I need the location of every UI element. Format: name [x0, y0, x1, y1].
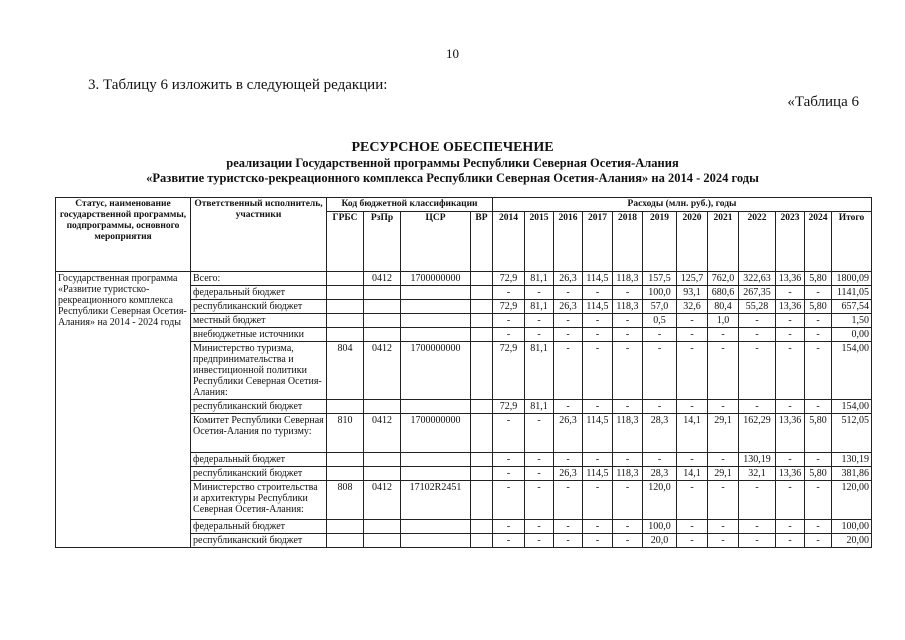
header-status: Статус, наименование государственной программы, подпрограммы, основного мероприятия	[56, 198, 191, 272]
year-value-cell: 14,1	[677, 414, 708, 453]
code-cell-grbs	[327, 286, 364, 300]
executor-cell: федеральный бюджет	[191, 453, 327, 467]
total-cell: 512,05	[832, 414, 872, 453]
code-cell-grbs: 808	[327, 481, 364, 520]
year-value-cell: 29,1	[708, 467, 739, 481]
year-value-cell: -	[493, 534, 525, 548]
year-value-cell: -	[554, 534, 583, 548]
year-value-cell: 13,36	[776, 272, 805, 286]
year-value-cell: -	[525, 286, 554, 300]
year-value-cell: -	[708, 342, 739, 400]
year-value-cell: -	[776, 481, 805, 520]
table-title	[0, 140, 905, 186]
year-value-cell: -	[493, 286, 525, 300]
year-value-cell: -	[613, 453, 643, 467]
executor-cell: республиканский бюджет	[191, 300, 327, 314]
year-value-cell: -	[493, 520, 525, 534]
code-cell-vr	[471, 314, 493, 328]
code-cell-vr	[471, 400, 493, 414]
year-value-cell: 114,5	[583, 414, 613, 453]
year-value-cell: 162,29	[739, 414, 776, 453]
year-value-cell: -	[525, 481, 554, 520]
year-value-cell: 14,1	[677, 467, 708, 481]
year-value-cell: -	[708, 481, 739, 520]
code-cell-rzpr	[364, 534, 401, 548]
year-value-cell: -	[805, 328, 832, 342]
year-value-cell: -	[583, 481, 613, 520]
year-value-cell: -	[776, 342, 805, 400]
year-value-cell: 118,3	[613, 300, 643, 314]
code-cell-csr	[401, 286, 471, 300]
year-value-cell: -	[677, 534, 708, 548]
executor-cell: федеральный бюджет	[191, 286, 327, 300]
year-value-cell: -	[554, 453, 583, 467]
resource-table	[55, 197, 872, 548]
year-value-cell: -	[583, 400, 613, 414]
year-value-cell: -	[583, 314, 613, 328]
table-body	[56, 272, 872, 548]
header-year-0: 2014	[493, 212, 525, 272]
year-value-cell: 1,0	[708, 314, 739, 328]
year-value-cell: 81,1	[525, 300, 554, 314]
code-cell-grbs	[327, 520, 364, 534]
year-value-cell: -	[805, 400, 832, 414]
code-cell-rzpr: 0412	[364, 272, 401, 286]
code-cell-grbs	[327, 467, 364, 481]
year-value-cell: 72,9	[493, 300, 525, 314]
year-value-cell: 5,80	[805, 467, 832, 481]
year-value-cell: 29,1	[708, 414, 739, 453]
year-value-cell: -	[739, 342, 776, 400]
year-value-cell: -	[583, 286, 613, 300]
total-cell: 120,00	[832, 481, 872, 520]
year-value-cell: 125,7	[677, 272, 708, 286]
year-value-cell: -	[525, 520, 554, 534]
year-value-cell: 32,6	[677, 300, 708, 314]
year-value-cell: -	[708, 520, 739, 534]
code-cell-vr	[471, 481, 493, 520]
year-value-cell: 114,5	[583, 467, 613, 481]
year-value-cell: -	[805, 481, 832, 520]
code-cell-csr	[401, 467, 471, 481]
year-value-cell: -	[583, 328, 613, 342]
code-cell-csr	[401, 300, 471, 314]
title-line-1: РЕСУРСНОЕ ОБЕСПЕЧЕНИЕ	[351, 140, 554, 155]
total-cell: 1,50	[832, 314, 872, 328]
code-cell-rzpr	[364, 453, 401, 467]
year-value-cell: 118,3	[613, 272, 643, 286]
code-cell-grbs: 810	[327, 414, 364, 453]
header-year-8: 2022	[739, 212, 776, 272]
code-cell-vr	[471, 453, 493, 467]
code-cell-grbs	[327, 453, 364, 467]
year-value-cell: 100,0	[643, 286, 677, 300]
code-cell-rzpr: 0412	[364, 481, 401, 520]
year-value-cell: -	[613, 342, 643, 400]
year-value-cell: 0,5	[643, 314, 677, 328]
code-cell-vr	[471, 300, 493, 314]
year-value-cell: 81,1	[525, 342, 554, 400]
year-value-cell: -	[525, 534, 554, 548]
year-value-cell: 5,80	[805, 414, 832, 453]
year-value-cell: -	[493, 328, 525, 342]
header-executor: Ответственный исполнитель, участники	[191, 198, 327, 272]
year-value-cell: -	[525, 314, 554, 328]
year-value-cell: -	[493, 314, 525, 328]
year-value-cell: 762,0	[708, 272, 739, 286]
year-value-cell: 13,36	[776, 467, 805, 481]
code-cell-vr	[471, 272, 493, 286]
table-reference: «Таблица 6	[787, 94, 859, 110]
year-value-cell: -	[613, 481, 643, 520]
header-expenses: Расходы (млн. руб.), годы	[493, 198, 872, 212]
year-value-cell: 72,9	[493, 342, 525, 400]
year-value-cell: -	[554, 400, 583, 414]
code-cell-csr: 1700000000	[401, 342, 471, 400]
code-cell-grbs	[327, 534, 364, 548]
total-cell: 154,00	[832, 400, 872, 414]
executor-cell: местный бюджет	[191, 314, 327, 328]
header-year-6: 2020	[677, 212, 708, 272]
year-value-cell: 13,36	[776, 414, 805, 453]
code-cell-csr	[401, 314, 471, 328]
year-value-cell: 20,0	[643, 534, 677, 548]
year-value-cell: 267,35	[739, 286, 776, 300]
code-cell-rzpr	[364, 467, 401, 481]
executor-cell: Министерство строительства и архитектуры Республики Северная Осетия-Алания:	[191, 481, 327, 520]
year-value-cell: -	[583, 534, 613, 548]
year-value-cell: -	[554, 481, 583, 520]
code-cell-rzpr: 0412	[364, 342, 401, 400]
year-value-cell: 57,0	[643, 300, 677, 314]
year-value-cell: -	[583, 520, 613, 534]
total-cell: 154,00	[832, 342, 872, 400]
year-value-cell: 32,1	[739, 467, 776, 481]
year-value-cell: -	[739, 520, 776, 534]
table-row	[56, 272, 872, 286]
code-cell-csr: 1700000000	[401, 272, 471, 286]
year-value-cell: -	[583, 453, 613, 467]
year-value-cell: -	[776, 328, 805, 342]
year-value-cell: -	[739, 328, 776, 342]
code-cell-csr	[401, 453, 471, 467]
year-value-cell: -	[554, 286, 583, 300]
code-cell-grbs	[327, 314, 364, 328]
year-value-cell: -	[708, 534, 739, 548]
code-cell-csr	[401, 520, 471, 534]
total-cell: 20,00	[832, 534, 872, 548]
year-value-cell: 26,3	[554, 300, 583, 314]
year-value-cell: -	[776, 453, 805, 467]
year-value-cell: -	[677, 328, 708, 342]
code-cell-vr	[471, 414, 493, 453]
executor-cell: республиканский бюджет	[191, 534, 327, 548]
year-value-cell: -	[677, 342, 708, 400]
code-cell-grbs	[327, 300, 364, 314]
code-cell-rzpr	[364, 400, 401, 414]
year-value-cell: -	[613, 534, 643, 548]
year-value-cell: 80,4	[708, 300, 739, 314]
year-value-cell: 13,36	[776, 300, 805, 314]
year-value-cell: -	[525, 467, 554, 481]
year-value-cell: -	[776, 314, 805, 328]
title-line-2: реализации Государственной программы Республики Северная Осетия-Алания	[226, 156, 679, 170]
year-value-cell: -	[613, 520, 643, 534]
code-cell-csr: 1700000000	[401, 414, 471, 453]
code-cell-csr	[401, 400, 471, 414]
title-line-3: «Развитие туристско-рекреационного комплекса Республики Северная Осетия-Алания» на 2014 - 2024 годы	[146, 171, 759, 185]
year-value-cell: -	[493, 467, 525, 481]
year-value-cell: -	[677, 481, 708, 520]
code-cell-vr	[471, 342, 493, 400]
year-value-cell: -	[677, 400, 708, 414]
code-cell-vr	[471, 286, 493, 300]
year-value-cell: 322,63	[739, 272, 776, 286]
executor-cell: внебюджетные источники	[191, 328, 327, 342]
year-value-cell: -	[805, 453, 832, 467]
year-value-cell: -	[613, 400, 643, 414]
code-cell-rzpr	[364, 520, 401, 534]
year-value-cell: -	[613, 314, 643, 328]
year-value-cell: -	[739, 314, 776, 328]
year-value-cell: -	[525, 453, 554, 467]
year-value-cell: -	[643, 342, 677, 400]
year-value-cell: -	[677, 520, 708, 534]
executor-cell: Всего:	[191, 272, 327, 286]
year-value-cell: 5,80	[805, 272, 832, 286]
code-cell-grbs: 804	[327, 342, 364, 400]
code-cell-csr	[401, 534, 471, 548]
code-cell-vr	[471, 534, 493, 548]
year-value-cell: 100,0	[643, 520, 677, 534]
year-value-cell: -	[554, 520, 583, 534]
year-value-cell: 55,28	[739, 300, 776, 314]
year-value-cell: -	[805, 520, 832, 534]
year-value-cell: 26,3	[554, 414, 583, 453]
year-value-cell: 114,5	[583, 272, 613, 286]
year-value-cell: -	[493, 481, 525, 520]
header-year-3: 2017	[583, 212, 613, 272]
header-code-1: РзПр	[364, 212, 401, 272]
total-cell: 0,00	[832, 328, 872, 342]
page-number: 10	[446, 46, 459, 61]
header-year-7: 2021	[708, 212, 739, 272]
year-value-cell: -	[554, 314, 583, 328]
year-value-cell: -	[776, 520, 805, 534]
year-value-cell: -	[677, 314, 708, 328]
total-cell: 1141,05	[832, 286, 872, 300]
code-cell-csr	[401, 328, 471, 342]
year-value-cell: -	[708, 453, 739, 467]
header-year-11: Итого	[832, 212, 872, 272]
code-cell-csr: 17102R2451	[401, 481, 471, 520]
year-value-cell: -	[643, 400, 677, 414]
code-cell-vr	[471, 328, 493, 342]
code-cell-rzpr	[364, 286, 401, 300]
year-value-cell: -	[493, 453, 525, 467]
code-cell-rzpr	[364, 314, 401, 328]
year-value-cell: -	[805, 342, 832, 400]
code-cell-rzpr	[364, 300, 401, 314]
year-value-cell: -	[554, 342, 583, 400]
year-value-cell: 130,19	[739, 453, 776, 467]
executor-cell: республиканский бюджет	[191, 467, 327, 481]
executor-cell: федеральный бюджет	[191, 520, 327, 534]
header-year-1: 2015	[525, 212, 554, 272]
header-year-9: 2023	[776, 212, 805, 272]
year-value-cell: -	[776, 534, 805, 548]
year-value-cell: 93,1	[677, 286, 708, 300]
year-value-cell: 118,3	[613, 414, 643, 453]
year-value-cell: -	[525, 414, 554, 453]
year-value-cell: -	[708, 400, 739, 414]
total-cell: 1800,09	[832, 272, 872, 286]
code-cell-grbs	[327, 328, 364, 342]
year-value-cell: -	[708, 328, 739, 342]
header-budget-code: Код бюджетной классификации	[327, 198, 493, 212]
header-code-3: ВР	[471, 212, 493, 272]
header-year-2: 2016	[554, 212, 583, 272]
year-value-cell: -	[805, 286, 832, 300]
year-value-cell: -	[739, 400, 776, 414]
program-name-cell: Государственная программа «Развитие туристско-рекреационного комплекса Республики Северная Осетия-Алания» на 2014 - 2024 годы	[56, 272, 191, 548]
header-code-0: ГРБС	[327, 212, 364, 272]
year-value-cell: 72,9	[493, 272, 525, 286]
intro-text: 3. Таблицу 6 изложить в следующей редакции:	[88, 77, 388, 93]
code-cell-rzpr: 0412	[364, 414, 401, 453]
executor-cell: республиканский бюджет	[191, 400, 327, 414]
year-value-cell: 28,3	[643, 467, 677, 481]
year-value-cell: 26,3	[554, 272, 583, 286]
code-cell-vr	[471, 467, 493, 481]
year-value-cell: -	[805, 534, 832, 548]
year-value-cell: -	[643, 328, 677, 342]
code-cell-vr	[471, 520, 493, 534]
year-value-cell: -	[776, 286, 805, 300]
year-value-cell: 81,1	[525, 272, 554, 286]
year-value-cell: -	[739, 481, 776, 520]
executor-cell: Министерство туризма, предпринимательства и инвестиционной политики Республики Северная Осетия-Алания:	[191, 342, 327, 400]
code-cell-rzpr	[364, 328, 401, 342]
header-year-4: 2018	[613, 212, 643, 272]
year-value-cell: 118,3	[613, 467, 643, 481]
year-value-cell: 120,0	[643, 481, 677, 520]
header-year-10: 2024	[805, 212, 832, 272]
year-value-cell: -	[739, 534, 776, 548]
year-value-cell: 81,1	[525, 400, 554, 414]
header-year-5: 2019	[643, 212, 677, 272]
year-value-cell: -	[677, 453, 708, 467]
year-value-cell: -	[613, 286, 643, 300]
year-value-cell: -	[613, 328, 643, 342]
total-cell: 130,19	[832, 453, 872, 467]
total-cell: 381,86	[832, 467, 872, 481]
year-value-cell: -	[525, 328, 554, 342]
header-code-2: ЦСР	[401, 212, 471, 272]
year-value-cell: -	[583, 342, 613, 400]
year-value-cell: -	[776, 400, 805, 414]
year-value-cell: -	[805, 314, 832, 328]
year-value-cell: 114,5	[583, 300, 613, 314]
year-value-cell: -	[493, 414, 525, 453]
year-value-cell: 5,80	[805, 300, 832, 314]
year-value-cell: 28,3	[643, 414, 677, 453]
total-cell: 100,00	[832, 520, 872, 534]
code-cell-grbs	[327, 272, 364, 286]
year-value-cell: -	[643, 453, 677, 467]
year-value-cell: -	[554, 328, 583, 342]
year-value-cell: 26,3	[554, 467, 583, 481]
year-value-cell: 157,5	[643, 272, 677, 286]
code-cell-grbs	[327, 400, 364, 414]
year-value-cell: 72,9	[493, 400, 525, 414]
year-value-cell: 680,6	[708, 286, 739, 300]
executor-cell: Комитет Республики Северная Осетия-Алания по туризму:	[191, 414, 327, 453]
total-cell: 657,54	[832, 300, 872, 314]
